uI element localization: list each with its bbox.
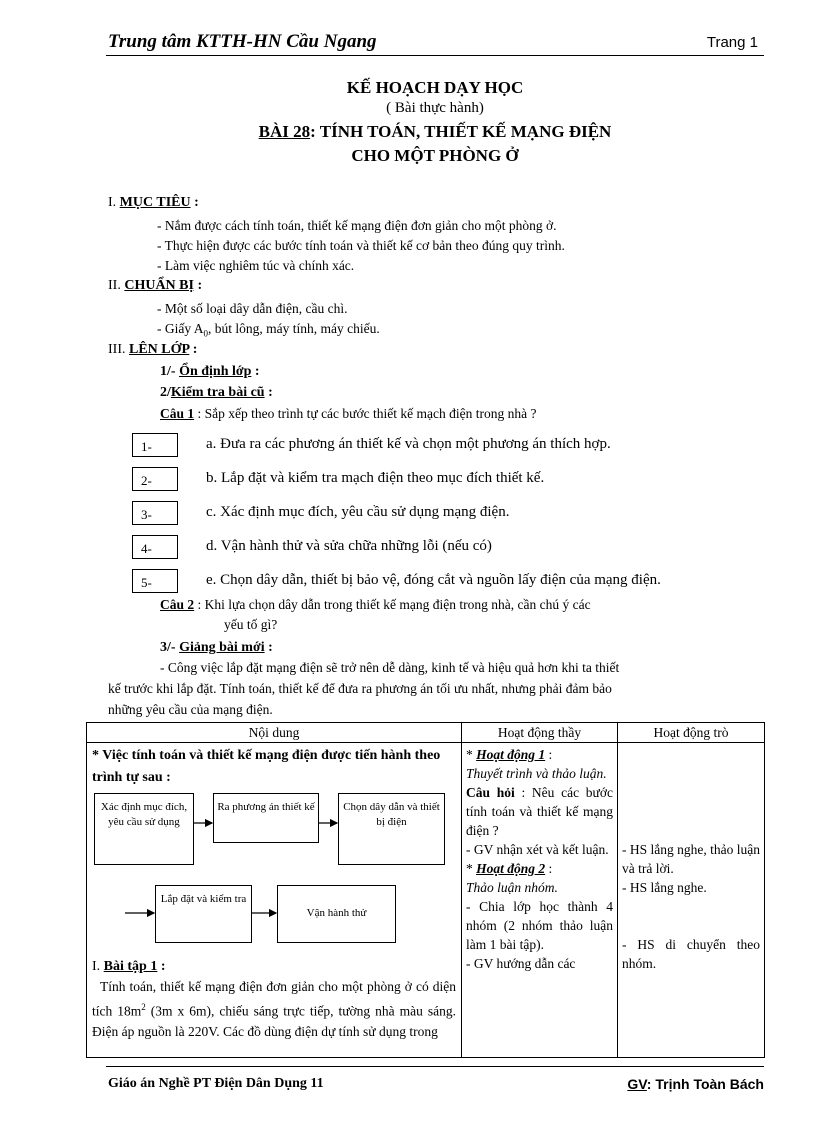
teacher-cell [462, 743, 618, 1058]
exercise-1-heading: I. Bài tập 1 : [92, 959, 166, 974]
step-1: 1/- Ổn định lớp : [160, 364, 260, 379]
prep-item-1: - Một số loại dây dẫn điện, cầu chì. [157, 301, 348, 316]
flow-arrows [92, 789, 457, 957]
student-note-2: - HS lắng nghe. [622, 880, 707, 895]
activity-1: * Hoạt động 1 : [466, 747, 553, 762]
option-c: c. Xác định mục đích, yêu cầu sử dụng mạng điện. [206, 504, 510, 520]
student-note-1: - HS lắng nghe, thảo luận và trả lời. [622, 842, 760, 876]
doc-subtitle: ( Bài thực hành) [386, 100, 484, 116]
objective-item-3: - Làm việc nghiêm túc và chính xác. [157, 258, 355, 273]
col-header-teacher: Hoạt động thầy [462, 723, 618, 743]
option-d: d. Vận hành thử và sửa chữa những lỗi (nếu có) [206, 538, 492, 554]
teacher-note-3: - GV hướng dẫn các [466, 956, 576, 971]
lesson-title [106, 122, 764, 142]
header-school: Trung tâm KTTH-HN Cầu Ngang [108, 31, 377, 52]
section-preparation-title: CHUẨN BỊ [124, 278, 194, 293]
question-2: Câu 2 : Khi lựa chọn dây dẫn trong thiết kế mạng điện trong nhà, cần chú ý các [160, 597, 591, 612]
exercise-1-text: Tính toán, thiết kế mạng điện đơn giản cho một phòng ở có diện tích $18m^2$ (3m x 6m), chiếu sáng trực tiếp, tường nhà màu sáng. Điện áp nguồn là 220V. Các đồ dùng điện dự tính sử dụng trong [92, 979, 456, 1039]
flow-step-4: Lắp đặt và kiểm tra [155, 885, 252, 943]
lesson-table [86, 722, 765, 1058]
answer-box-4: 4- [132, 535, 178, 559]
col-header-student: Hoạt động trò [618, 723, 765, 743]
student-note-3: - HS di chuyển theo nhóm. [622, 937, 760, 971]
page-number: Trang 1 [706, 34, 758, 51]
student-cell [618, 743, 765, 1058]
answer-box-3: 3- [132, 501, 178, 525]
flow-step-1: Xác định mục đích, yêu cầu sử dụng [94, 793, 194, 865]
question-2-cont: yếu tố gì? [224, 617, 278, 632]
doc-title: KẾ HOẠCH DẠY HỌC [346, 78, 524, 97]
objective-item-2: - Thực hiện được các bước tính toán và thiết kế cơ bản theo đúng quy trình. [157, 238, 565, 253]
question-1: Câu 1 : Sắp xếp theo trình tự các bước thiết kế mạch điện trong nhà ? [160, 406, 537, 421]
teacher-note-1: - GV nhận xét và kết luận. [466, 842, 609, 857]
flow-step-2: Ra phương án thiết kế [213, 793, 319, 843]
lesson-name: : TÍNH TOÁN, THIẾT KẾ MẠNG ĐIỆN [310, 122, 612, 141]
flow-step-3: Chọn dây dẫn và thiết bị điện [338, 793, 445, 865]
flowchart [92, 789, 456, 957]
prep-item-2: - Giấy $A_0$, bút lông, máy tính, máy chiếu. [157, 321, 380, 339]
activity-1-desc: Thuyết trình và thảo luận. [466, 766, 607, 781]
step-2: 2/Kiểm tra bài cũ : [160, 385, 273, 400]
footer-teacher: GV: Trịnh Toàn Bách [627, 1076, 764, 1092]
col-header-content: Nội dung [87, 723, 462, 743]
option-a: a. Đưa ra các phương án thiết kế và chọn một phương án thích hợp. [206, 436, 611, 452]
footer-rule [106, 1066, 764, 1067]
answer-box-2: 2- [132, 467, 178, 491]
option-b: b. Lắp đặt và kiểm tra mạch điện theo mục đích thiết kế. [206, 470, 545, 486]
content-cell [87, 743, 462, 1058]
section-lesson: III. LÊN LỚP : [108, 342, 198, 357]
step-3: 3/- Giảng bài mới : [160, 640, 273, 655]
section-objectives-title: MỤC TIÊU [119, 195, 191, 210]
header-rule [106, 55, 764, 56]
objective-item-1: - Nắm được cách tính toán, thiết kế mạng điện đơn giản cho một phòng ở. [157, 218, 557, 233]
activity-2-desc: Thảo luận nhóm. [466, 880, 558, 895]
intro-line-3: những yêu cầu của mạng điện. [108, 702, 273, 717]
teacher-question: Câu hỏi : Nêu các bước tính toán và thiết kế mạng điện ? [466, 785, 613, 838]
option-e: e. Chọn dây dẫn, thiết bị bảo vệ, đóng cắt và nguồn lấy điện của mạng điện. [206, 572, 661, 588]
answer-box-1: 1- [132, 433, 178, 457]
activity-2: * Hoạt động 2 : [466, 861, 553, 876]
lesson-number: BÀI 28 [258, 122, 311, 141]
flow-step-5: Vận hành thử [277, 885, 396, 943]
intro-line-2: kế trước khi lắp đặt. Tính toán, thiết kế để đưa ra phương án tối ưu nhất, nhưng phải đảm bảo [108, 681, 612, 696]
content-title: * Việc tính toán và thiết kế mạng điện được tiến hành theo trình tự sau : [92, 748, 441, 785]
section-preparation: II. CHUẨN BỊ : [108, 278, 203, 293]
intro-line-1: - Công việc lắp đặt mạng điện sẽ trở nên dễ dàng, kinh tế và hiệu quả hơn khi ta thiết [160, 660, 620, 675]
teacher-note-2: - Chia lớp học thành 4 nhóm (2 nhóm thảo luận làm 1 bài tập). [466, 899, 613, 952]
section-lesson-title: LÊN LỚP [129, 342, 190, 357]
footer-course: Giáo án Nghề PT Điện Dân Dụng 11 [108, 1076, 324, 1091]
lesson-title-line2: CHO MỘT PHÒNG Ở [351, 146, 519, 165]
section-objectives: I. MỤC TIÊU : [108, 195, 199, 210]
answer-box-5: 5- [132, 569, 178, 593]
